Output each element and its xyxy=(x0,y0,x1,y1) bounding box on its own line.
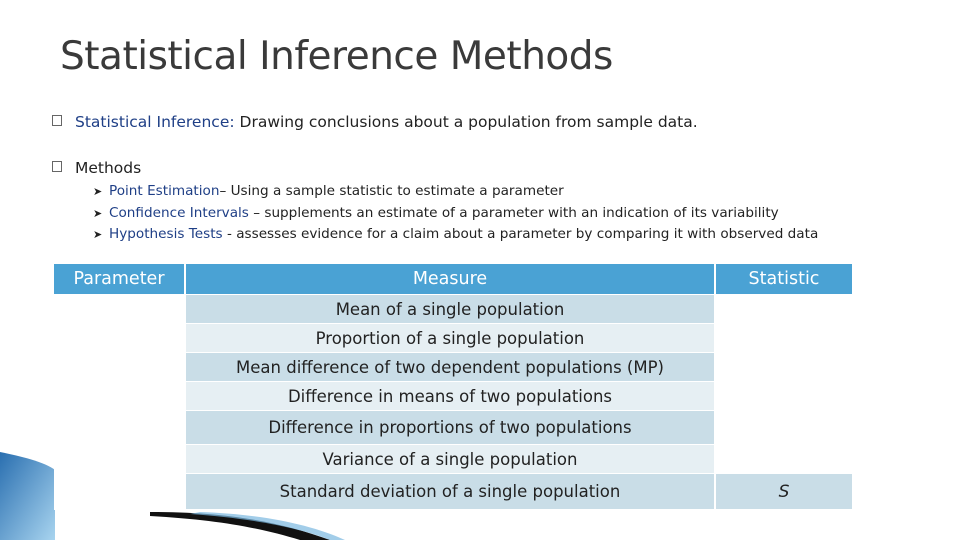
arrow-bullet-icon: ➤ xyxy=(93,185,103,198)
checkbox-bullet-icon xyxy=(52,161,62,172)
bullet-label: Statistical Inference: xyxy=(75,113,235,131)
statistic-cell: S xyxy=(716,474,852,509)
method-item xyxy=(93,203,818,225)
method-text: supplements an estimate of a parameter with an indication of its variability xyxy=(264,204,779,221)
method-separator: – xyxy=(219,183,227,199)
method-item xyxy=(93,224,818,246)
header-measure: Measure xyxy=(186,264,714,294)
parameter-column xyxy=(54,294,184,510)
header-statistic: Statistic xyxy=(716,264,852,294)
method-separator: – xyxy=(253,204,261,221)
measure-cell: Difference in means of two populations xyxy=(186,382,714,410)
measure-cell: Mean difference of two dependent populations (MP) xyxy=(186,353,714,381)
method-item xyxy=(93,181,818,203)
measure-cell: Difference in proportions of two populations xyxy=(186,411,714,444)
measure-cell: Mean of a single population xyxy=(186,295,714,323)
measure-cell: Proportion of a single population xyxy=(186,324,714,352)
method-text: assesses evidence for a claim about a parameter by comparing it with observed data xyxy=(236,226,819,242)
methods-list xyxy=(93,181,818,246)
bullet-label: Methods xyxy=(75,159,142,177)
method-name: Confidence Intervals xyxy=(109,204,249,221)
bullet-statistical-inference xyxy=(52,113,698,131)
checkbox-bullet-icon xyxy=(52,115,62,126)
method-name: Point Estimation xyxy=(109,183,220,199)
method-name: Hypothesis Tests xyxy=(109,226,223,242)
bullet-text: Drawing conclusions about a population from sample data. xyxy=(239,113,698,131)
header-parameter: Parameter xyxy=(54,264,184,294)
bullet-methods xyxy=(52,159,141,177)
method-text: Using a sample statistic to estimate a parameter xyxy=(230,183,564,199)
measure-cell: Variance of a single population xyxy=(186,445,714,473)
arrow-bullet-icon: ➤ xyxy=(93,206,103,220)
arrow-bullet-icon: ➤ xyxy=(93,228,103,241)
measure-cell: Standard deviation of a single population xyxy=(186,474,714,509)
method-separator: - xyxy=(226,226,232,242)
page-title: Statistical Inference Methods xyxy=(60,34,613,79)
